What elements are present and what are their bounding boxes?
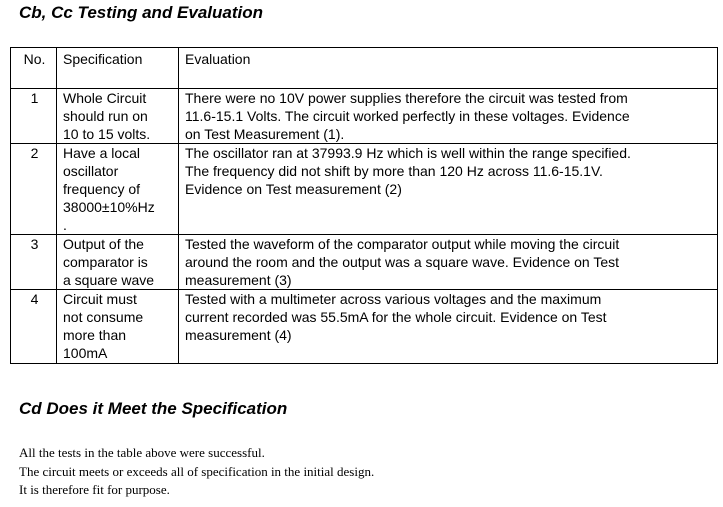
row-number: 3: [11, 235, 57, 290]
specification-line: Output of the: [63, 236, 144, 252]
specification-line: a square wave: [63, 272, 155, 288]
row-number: 1: [11, 89, 57, 144]
specification-line: Circuit must: [63, 291, 137, 307]
specification-line: .: [63, 217, 67, 233]
evaluation-line: There were no 10V power supplies therefore the circuit was tested from: [185, 90, 628, 106]
specification-line: more than: [63, 327, 127, 343]
evaluation-cell: [179, 290, 718, 364]
specification-line: 38000±10%Hz: [63, 199, 155, 215]
conclusion-paragraph: [19, 444, 374, 500]
evaluation-line: The frequency did not shift by more than 120 Hz across 11.6-15.1V.: [185, 163, 603, 179]
evaluation-line: measurement (3): [185, 272, 292, 288]
specification-line: 10 to 15 volts.: [63, 126, 151, 142]
conclusion-line: The circuit meets or exceeds all of specification in the initial design.: [19, 463, 375, 479]
evaluation-line: around the room and the output was a square wave. Evidence on Test: [185, 254, 620, 270]
specification-cell: [57, 89, 179, 144]
evaluation-cell: [179, 144, 718, 235]
specification-cell: [57, 144, 179, 235]
evaluation-line: on Test Measurement (1).: [185, 126, 345, 142]
evaluation-table: [10, 47, 718, 364]
evaluation-cell: [179, 235, 718, 290]
evaluation-cell: [179, 89, 718, 144]
specification-line: 100mA: [63, 345, 108, 361]
evaluation-line: The oscillator ran at 37993.9 Hz which is well within the range specified.: [185, 145, 631, 161]
conclusion-line: All the tests in the table above were successful.: [19, 445, 265, 460]
specification-cell: [57, 235, 179, 290]
testing-evaluation-heading: Cb, Cc Testing and Evaluation: [19, 3, 264, 22]
evaluation-line: Evidence on Test measurement (2): [185, 181, 402, 197]
table-header-row: [11, 48, 718, 89]
evaluation-line: Tested the waveform of the comparator output while moving the circuit: [185, 236, 620, 252]
table-row: [11, 235, 718, 290]
specification-line: should run on: [63, 108, 148, 124]
specification-line: comparator is: [63, 254, 148, 270]
specification-line: Whole Circuit: [63, 90, 147, 106]
meet-specification-heading: Cd Does it Meet the Specification: [19, 399, 288, 418]
table-row: [11, 89, 718, 144]
evaluation-line: measurement (4): [185, 327, 292, 343]
header-evaluation: Evaluation: [179, 48, 718, 89]
row-number: 2: [11, 144, 57, 235]
row-number: 4: [11, 290, 57, 364]
header-specification: Specification: [57, 48, 179, 89]
evaluation-line: current recorded was 55.5mA for the whole circuit. Evidence on Test: [185, 309, 607, 325]
evaluation-line: Tested with a multimeter across various voltages and the maximum: [185, 291, 602, 307]
evaluation-line: 11.6-15.1 Volts. The circuit worked perfectly in these voltages. Evidence: [185, 108, 630, 124]
specification-line: oscillator: [63, 163, 119, 179]
conclusion-line: It is therefore fit for purpose.: [19, 482, 170, 497]
table-row: [11, 144, 718, 235]
specification-cell: [57, 290, 179, 364]
table-row: [11, 290, 718, 364]
header-no: No.: [11, 48, 57, 89]
specification-line: frequency of: [63, 181, 141, 197]
specification-line: not consume: [63, 309, 144, 325]
specification-line: Have a local: [63, 145, 141, 161]
